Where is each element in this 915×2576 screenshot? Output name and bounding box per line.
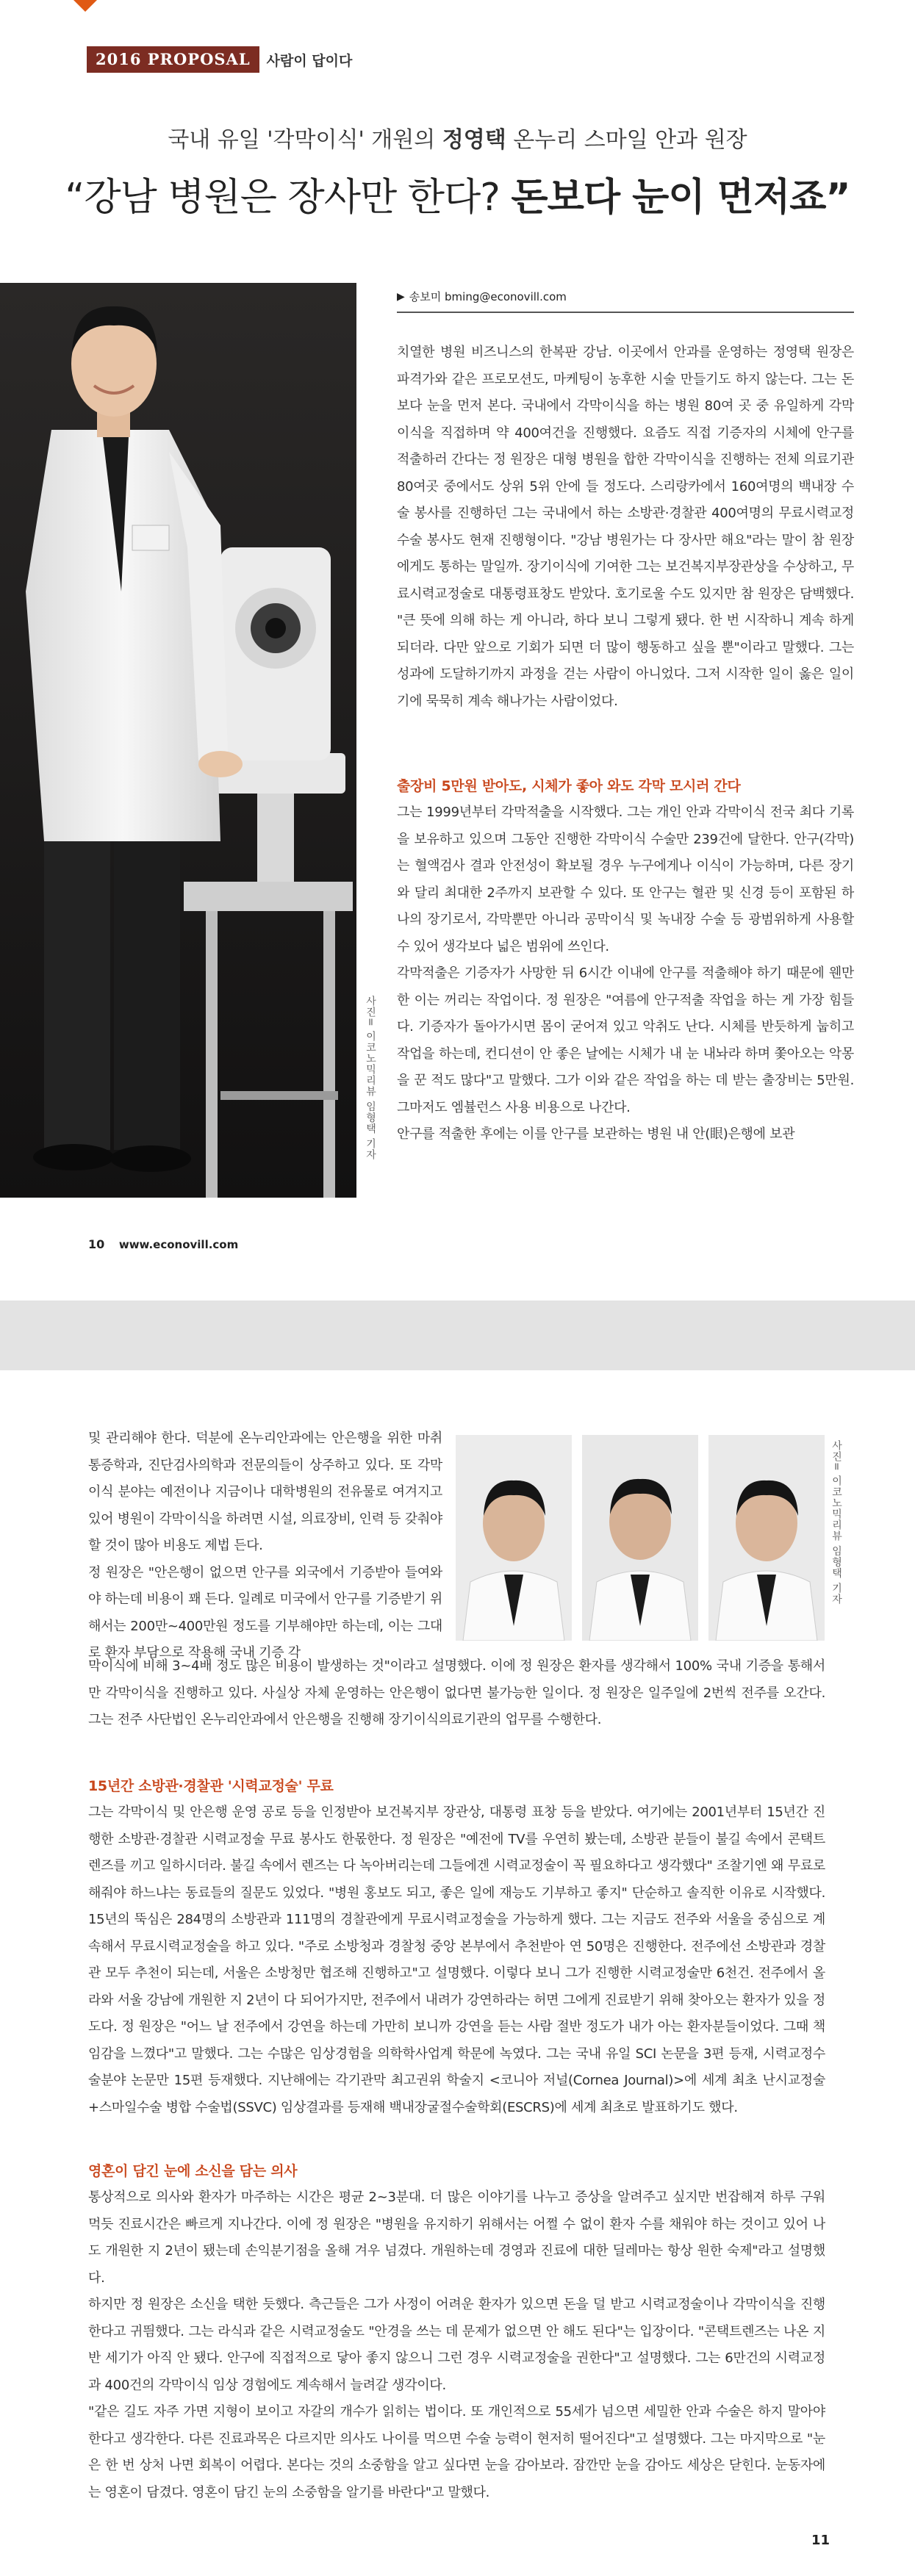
kicker-name: 정영택 (442, 127, 506, 153)
continuation-paragraph-1: 및 관리해야 한다. 덕분에 온누리안과에는 안은행을 위한 마취통증학과, 진단검사의학과 전문의들이 상주하고 있다. 또 각막이식 분야는 예전이나 지금이나 대학병원의 전유물로 여겨지고 있어 병원이 각막이식을 하려면 시설, 의료장비, 인력 등 갖춰야 할 것이 많아 비용도 제법 든다. (88, 1431, 442, 1553)
section2-paragraph-1: 그는 각막이식 및 안은행 운영 공로 등을 인정받아 보건복지부 장관상, 대통령 표창 등을 받았다. 여기에는 2001년부터 15년간 진행한 소방관·경찰관 시력교정술 무료 봉사도 한몫한다. 정 원장은 "예전에 TV를 우연히 봤는데, 소방관 분들이 불길 속에서 콘택트렌즈를 끼고 일하시더라. 불길 속에서 렌즈는 다 녹아버리는데 그들에겐 시력교정술이 꼭 필요하다고 생각했다" 조찰기엔 왜 무료로 해줘야 하느냐는 동료들의 질문도 있었다. "병원 홍보도 되고, 좋은 일에 재능도 기부하고 좋지" 단순하고 솔직한 이유로 시작했다. 15년의 뚝심은 284명의 소방관과 111명의 경찰관에게 무료시력교정술을 가능하게 했다. 그는 지금도 전주와 서울을 중심으로 계속해서 무료시력교정술을 하고 있다. "주로 소방청과 경찰청 중앙 본부에서 추천받아 연 50명은 진행한다. 전주에선 소방관과 경찰관 모두 추천이 되는데, 서울은 소방청만 협조해 진행하고"고 설명했다. 이렇다 보니 그가 진행한 시력교정술만 6천건. 전주에서 올라와 서울 강남에 개원한 지 2년이 다 되어가지만, 전주에서 내려가 강연하라는 허면 그에게 진료받기 위해 찾아오는 환자가 있을 정도다. 정 원장은 "어느 날 전주에서 강연을 하는데 가만히 보니까 강연을 듣는 사람 절반 정도가 내가 아는 환자분들이었다. 그때 책임감을 느꼈다"고 말했다. 그는 수많은 임상경험을 의학학사업계 학문에 녹였다. 그는 국내 유일 SCI 논문을 3편 등재, 시력교정수술분야 논문만 15편 등재했다. 지난해에는 각기관막 최고권위 학술지 <코니아 저널(Cornea Journal)>에 세계 최초 난시교정술+스마일수술 병합 수술법(SSVC) 임상결과를 등재해 백내장굴절수술학회(ESCRS)에 세계 최초로 발표하기도 했다. (88, 1805, 825, 2115)
folio-url: www.econovill.com (118, 1238, 239, 1251)
byline-rule (397, 312, 854, 313)
section1-paragraph-3: 안구를 적출한 후에는 이를 안구를 보관하는 병원 내 안(眼)은행에 보관 (397, 1126, 795, 1142)
intro-paragraph: 치열한 병원 비즈니스의 한복판 강남. 이곳에서 안과를 운영하는 정영택 원장은 파격가와 같은 프로모션도, 마케팅이 농후한 시술 만들기도 하지 않는다. 그는 돈보다 눈을 먼저 본다. 국내에서 각막이식을 하는 병원 80여 곳 중 유일하게 각막이식을 직접하며 약 400여건을 진행했다. 요즘도 직접 기증자의 시체에 안구를 적출하러 간다는 정 원장은 대형 병원을 합한 각막이식을 진행하는 전체 의료기관 80여곳 중에서도 상위 5위 안에 들 정도다. 스리랑카에서 160여명의 백내장 수술 봉사를 진행하던 그는 국내에서 하는 소방관·경찰관 400여명의 무료시력교정수술 봉사도 현재 진행형이다. "강남 병원가는 다 장사만 해요"라는 말이 참 원장에게도 통하는 말일까. 장기이식에 기여한 그는 보건복지부장관상을 수상하고, 무료시력교정술로 대통령표창도 받았다. 호기로울 수도 있지만 참 원장은 담백했다. "큰 뜻에 의해 하는 게 아니라, 하다 보니 그렇게 됐다. 한 번 시작하니 계속 하게 되더라. 다만 앞으로 기회가 되면 더 많이 행동하고 싶을 뿐"이라고 말했다. 그는 성과에 도달하기까지 과정을 걷는 사람이 아니었다. 그저 시작한 일이 옳은 일이기에 묵묵히 계속 해나가는 사람이었다. (397, 345, 854, 709)
section2-block (88, 1773, 825, 2121)
section1-column (397, 773, 854, 1148)
play-triangle-icon: ▶ (397, 290, 405, 303)
portrait-1 (456, 1435, 572, 1641)
continuation-column (88, 1425, 442, 1667)
continuation-paragraph-3: 막이식에 비해 3~4배 정도 많은 비용이 발생하는 것"이라고 설명했다. 이에 정 원장은 환자를 생각해서 100% 국내 기증을 통해서만 각막이식을 진행하고 있다. 사실상 자체 운영하는 안은행이 없다면 불가능한 일이다. 정 원장은 일주일에 2번씩 전주를 오간다. 그는 전주 사단법인 온누리안과에서 안은행을 진행해 장기이식의료기관의 업무를 수행한다. (88, 1658, 825, 1727)
byline-text: 송보미 bming@econovill.com (409, 290, 567, 303)
portrait-trio (456, 1435, 825, 1641)
page-folio-10 (88, 1237, 238, 1251)
intro-column (397, 339, 854, 715)
section1-paragraph-2: 각막적출은 기증자가 사망한 뒤 6시간 이내에 안구를 적출해야 하기 때문에 웬만한 이는 꺼리는 작업이다. 정 원장은 "여름에 안구적출 작업을 하는 게 가장 힘들다. 기증자가 돌아가시면 몸이 굳어져 있고 악취도 난다. 시체를 반듯하게 눕히고 작업을 하는데, 컨디션이 안 좋은 날에는 시체가 내 눈 내놔라 하며 쫓아오는 악몽을 꾼 적도 많다"고 말했다. 그가 이와 같은 작업을 하는 데 받는 출장비는 5만원. 그마저도 엠뷸런스 사용 비용으로 나간다. (397, 965, 854, 1115)
corner-triangle-icon (73, 0, 97, 12)
section1-heading: 출장비 5만원 받아도, 시체가 좋아 와도 각막 모시러 간다 (397, 778, 741, 794)
series-tag (87, 46, 352, 73)
section2-heading: 15년간 소방관·경찰관 '시력교정술' 무료 (88, 1778, 334, 1794)
portrait-1-illustration (456, 1435, 572, 1641)
portrait-caption: 사진= 이코노믹리뷰 임형택 기자 (830, 1440, 842, 1605)
portrait-2 (582, 1435, 698, 1641)
headline-bold: 돈보다 눈이 먼저죠” (511, 176, 850, 220)
portrait-3 (708, 1435, 825, 1641)
page-gap (0, 1300, 915, 1370)
portrait-2-illustration (582, 1435, 698, 1641)
headline-plain: “강남 병원은 장사만 한다? (65, 176, 500, 220)
doctor-photo-illustration (0, 283, 356, 1198)
section3-paragraph-3: "같은 길도 자주 가면 지형이 보이고 자갈의 개수가 읽히는 법이다. 또 개인적으로 55세가 넘으면 세밀한 안과 수술은 하지 말아야 한다고 생각한다. 다른 진료과목은 다르지만 의사도 나이를 먹으면 수술 능력이 현저히 떨어진다"고 설명했다. 그는 마지막으로 "눈은 한 번 상처 나면 회복이 어렵다. 본다는 것의 소중함을 알고 싶다면 눈을 감아보라. 잠깐만 눈을 감아도 세상은 닫힌다. 눈동자에는 영혼이 담겼다. 영혼이 담긴 눈의 소중함을 알기를 바란다"고 말했다. (88, 2404, 825, 2500)
magazine-page-11 (0, 1370, 915, 2576)
article-headline (0, 166, 915, 221)
kicker-post: 온누리 스마일 안과 원장 (513, 127, 747, 153)
doctor-portrait-photo (0, 283, 356, 1198)
folio-number: 10 (88, 1237, 105, 1251)
series-tag-sub: 사람이 답이다 (266, 52, 353, 69)
section3-paragraph-1: 통상적으로 의사와 환자가 마주하는 시간은 평균 2~3분대. 더 많은 이야기를 나누고 증상을 알려주고 싶지만 번잡해져 하루 구워 먹듯 진료시간은 빠르게 지나간다. 이에 정 원장은 "병원을 유지하기 위해서는 어쩔 수 없이 환자 수를 채워야 하는 것이고 있어 나도 개원한 지 2년이 됐는데 손익분기점을 올해 겨우 넘겼다. 개원하는데 경영과 진료에 대한 딜레마는 항상 원한 숙제"라고 설명했다. (88, 2190, 825, 2286)
byline (397, 289, 567, 304)
section3-heading: 영혼이 담긴 눈에 소신을 담는 의사 (88, 2163, 298, 2179)
continuation-paragraph-2: 정 원장은 "안은행이 없으면 안구를 외국에서 기증받아 들여와야 하는데 비용이 꽤 든다. 일례로 미국에서 안구를 기증받기 위해서는 200만~400만원 정도를 기부해야만 하는데, 이는 그대로 환자 부담으로 작용해 국내 기증 각 (88, 1564, 442, 1661)
photo-caption: 사진= 이코노믹리뷰 임형택 기자 (365, 996, 376, 1161)
portrait-3-illustration (708, 1435, 825, 1641)
section3-block (88, 2158, 825, 2506)
section3-paragraph-2: 하지만 정 원장은 소신을 택한 듯했다. 측근들은 그가 사정이 어려운 환자가 있으면 돈을 덜 받고 시력교정술이나 각막이식을 진행한다고 귀띔했다. 그는 라식과 같은 시력교정술도 "안경을 쓰는 데 문제가 없으면 안 해도 된다"는 입장이다. "콘택트렌즈는 나온 지 반 세기가 아직 안 됐다. 안구에 직접적으로 닿아 좋지 않으니 그런 경우 시력교정술을 권한다"고 설명했다. 그는 6만건의 시력교정과 400건의 각막이식 임상 경험에도 계속해서 늘려갈 생각이다. (88, 2297, 825, 2393)
full-width-continuation (88, 1653, 825, 1734)
page-folio-11: 11 (811, 2533, 830, 2548)
series-tag-label: 2016 PROPOSAL (87, 46, 259, 73)
section1-paragraph-1: 그는 1999년부터 각막적출을 시작했다. 그는 개인 안과 각막이식 전국 최다 기록을 보유하고 있으며 그동안 진행한 각막이식 수술만 239건에 달한다. 안구(각막)는 혈액검사 결과 안전성이 확보될 경우 누구에게나 이식이 가능하며, 다른 장기와 달리 최대한 2주까지 보관할 수 있다. 또 안구는 혈관 및 신경 등이 포함된 하나의 장기로서, 각막뿐만 아니라 공막이식 및 녹내장 수술 등 광범위하게 사용할 수 있어 생각보다 넓은 범위에 쓰인다. (397, 805, 854, 954)
kicker-pre: 국내 유일 '각막이식' 개원의 (168, 127, 436, 153)
article-kicker (0, 121, 915, 154)
